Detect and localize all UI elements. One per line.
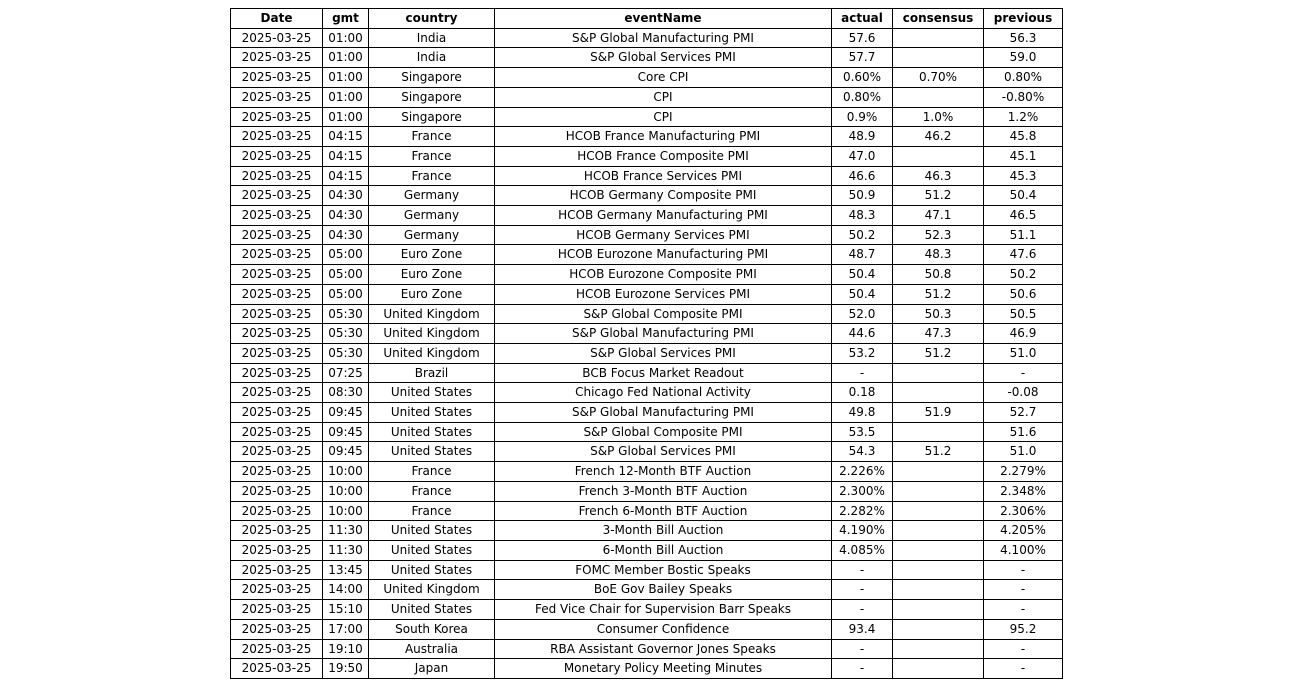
- table-cell-previous: 51.1: [984, 225, 1063, 245]
- table-cell-date: 2025-03-25: [231, 481, 323, 501]
- table-row: [231, 639, 1063, 659]
- table-cell-consensus: 46.2: [893, 127, 984, 147]
- table-cell-event-name: HCOB Eurozone Services PMI: [495, 284, 832, 304]
- table-cell-date: 2025-03-25: [231, 87, 323, 107]
- table-cell-country: United States: [369, 600, 495, 620]
- table-cell-date: 2025-03-25: [231, 166, 323, 186]
- table-cell-actual: 4.190%: [832, 521, 893, 541]
- table-cell-previous: 46.5: [984, 206, 1063, 226]
- table-cell-previous: -: [984, 580, 1063, 600]
- table-cell-country: United Kingdom: [369, 324, 495, 344]
- table-cell-gmt: 05:30: [323, 343, 369, 363]
- table-cell-event-name: 3-Month Bill Auction: [495, 521, 832, 541]
- table-cell-previous: 51.0: [984, 442, 1063, 462]
- table-cell-previous: 51.0: [984, 343, 1063, 363]
- table-cell-event-name: S&P Global Manufacturing PMI: [495, 324, 832, 344]
- table-cell-consensus: [893, 580, 984, 600]
- table-cell-gmt: 05:30: [323, 324, 369, 344]
- table-row: [231, 166, 1063, 186]
- table-cell-event-name: S&P Global Services PMI: [495, 48, 832, 68]
- table-cell-previous: -: [984, 639, 1063, 659]
- table-row: [231, 481, 1063, 501]
- table-cell-date: 2025-03-25: [231, 521, 323, 541]
- table-cell-date: 2025-03-25: [231, 48, 323, 68]
- table-row: [231, 87, 1063, 107]
- table-cell-event-name: French 6-Month BTF Auction: [495, 501, 832, 521]
- column-header-previous: previous: [984, 9, 1063, 29]
- table-cell-date: 2025-03-25: [231, 442, 323, 462]
- table-cell-previous: 1.2%: [984, 107, 1063, 127]
- table-cell-gmt: 13:45: [323, 560, 369, 580]
- column-header-consensus: consensus: [893, 9, 984, 29]
- table-cell-country: Euro Zone: [369, 265, 495, 285]
- table-row: [231, 28, 1063, 48]
- table-body: [231, 28, 1063, 678]
- table-cell-event-name: Consumer Confidence: [495, 619, 832, 639]
- table-cell-actual: 50.9: [832, 186, 893, 206]
- table-row: [231, 127, 1063, 147]
- table-row: [231, 363, 1063, 383]
- header-row: [231, 9, 1063, 29]
- table-cell-event-name: 6-Month Bill Auction: [495, 540, 832, 560]
- table-cell-country: France: [369, 462, 495, 482]
- table-cell-previous: 52.7: [984, 403, 1063, 423]
- column-header-date: Date: [231, 9, 323, 29]
- table-cell-consensus: [893, 639, 984, 659]
- table-row: [231, 304, 1063, 324]
- table-cell-event-name: S&P Global Manufacturing PMI: [495, 403, 832, 423]
- table-cell-consensus: [893, 481, 984, 501]
- table-cell-date: 2025-03-25: [231, 501, 323, 521]
- table-cell-actual: -: [832, 639, 893, 659]
- table-cell-date: 2025-03-25: [231, 304, 323, 324]
- table-row: [231, 619, 1063, 639]
- table-cell-consensus: [893, 383, 984, 403]
- table-cell-event-name: HCOB France Manufacturing PMI: [495, 127, 832, 147]
- table-cell-previous: 50.4: [984, 186, 1063, 206]
- table-row: [231, 501, 1063, 521]
- table-cell-gmt: 09:45: [323, 403, 369, 423]
- table-cell-event-name: HCOB Eurozone Composite PMI: [495, 265, 832, 285]
- table-cell-actual: 0.18: [832, 383, 893, 403]
- table-cell-gmt: 04:15: [323, 127, 369, 147]
- table-cell-gmt: 11:30: [323, 521, 369, 541]
- table-cell-previous: 50.5: [984, 304, 1063, 324]
- table-row: [231, 521, 1063, 541]
- table-cell-consensus: [893, 521, 984, 541]
- table-cell-country: United Kingdom: [369, 580, 495, 600]
- table-cell-country: France: [369, 501, 495, 521]
- table-cell-actual: 57.6: [832, 28, 893, 48]
- table-header: [231, 9, 1063, 29]
- table-cell-country: France: [369, 127, 495, 147]
- table-cell-actual: 57.7: [832, 48, 893, 68]
- table-row: [231, 284, 1063, 304]
- table-cell-actual: 50.2: [832, 225, 893, 245]
- table-cell-actual: 2.300%: [832, 481, 893, 501]
- table-cell-event-name: BCB Focus Market Readout: [495, 363, 832, 383]
- table-cell-gmt: 04:30: [323, 225, 369, 245]
- table-cell-date: 2025-03-25: [231, 383, 323, 403]
- table-cell-consensus: [893, 87, 984, 107]
- table-cell-gmt: 05:00: [323, 265, 369, 285]
- table-cell-date: 2025-03-25: [231, 363, 323, 383]
- table-cell-consensus: [893, 462, 984, 482]
- table-cell-actual: 0.60%: [832, 68, 893, 88]
- table-cell-date: 2025-03-25: [231, 284, 323, 304]
- table-cell-previous: 4.100%: [984, 540, 1063, 560]
- table-cell-gmt: 19:10: [323, 639, 369, 659]
- table-cell-previous: 50.6: [984, 284, 1063, 304]
- table-cell-gmt: 10:00: [323, 481, 369, 501]
- table-row: [231, 600, 1063, 620]
- table-cell-date: 2025-03-25: [231, 659, 323, 679]
- table-row: [231, 206, 1063, 226]
- table-cell-actual: -: [832, 580, 893, 600]
- table-cell-previous: 56.3: [984, 28, 1063, 48]
- table-cell-consensus: 51.2: [893, 343, 984, 363]
- table-cell-consensus: [893, 619, 984, 639]
- table-cell-date: 2025-03-25: [231, 560, 323, 580]
- table-cell-gmt: 07:25: [323, 363, 369, 383]
- table-cell-consensus: [893, 28, 984, 48]
- table-cell-event-name: S&P Global Composite PMI: [495, 422, 832, 442]
- table-cell-date: 2025-03-25: [231, 619, 323, 639]
- table-row: [231, 343, 1063, 363]
- table-cell-actual: -: [832, 363, 893, 383]
- table-cell-actual: 50.4: [832, 284, 893, 304]
- table-cell-actual: -: [832, 560, 893, 580]
- table-cell-date: 2025-03-25: [231, 186, 323, 206]
- economic-calendar-table: [230, 8, 1063, 679]
- table-cell-consensus: 46.3: [893, 166, 984, 186]
- table-cell-previous: 2.306%: [984, 501, 1063, 521]
- table-cell-country: Japan: [369, 659, 495, 679]
- table-cell-consensus: [893, 146, 984, 166]
- table-cell-actual: 46.6: [832, 166, 893, 186]
- table-cell-country: United Kingdom: [369, 343, 495, 363]
- table-row: [231, 560, 1063, 580]
- table-cell-country: United States: [369, 422, 495, 442]
- table-cell-date: 2025-03-25: [231, 324, 323, 344]
- table-cell-previous: 45.1: [984, 146, 1063, 166]
- table-cell-actual: 52.0: [832, 304, 893, 324]
- table-cell-actual: 2.226%: [832, 462, 893, 482]
- table-cell-actual: 53.5: [832, 422, 893, 442]
- table-cell-actual: 54.3: [832, 442, 893, 462]
- table-row: [231, 422, 1063, 442]
- table-cell-event-name: HCOB Eurozone Manufacturing PMI: [495, 245, 832, 265]
- table-cell-gmt: 04:30: [323, 186, 369, 206]
- table-cell-consensus: 51.2: [893, 442, 984, 462]
- table-cell-gmt: 04:15: [323, 166, 369, 186]
- table-cell-previous: 50.2: [984, 265, 1063, 285]
- table-cell-actual: 0.80%: [832, 87, 893, 107]
- table-cell-country: United States: [369, 442, 495, 462]
- table-cell-event-name: HCOB France Services PMI: [495, 166, 832, 186]
- table-cell-date: 2025-03-25: [231, 107, 323, 127]
- table-cell-gmt: 04:15: [323, 146, 369, 166]
- table-cell-date: 2025-03-25: [231, 403, 323, 423]
- table-cell-date: 2025-03-25: [231, 28, 323, 48]
- table-cell-event-name: French 3-Month BTF Auction: [495, 481, 832, 501]
- table-cell-consensus: 1.0%: [893, 107, 984, 127]
- table-cell-gmt: 04:30: [323, 206, 369, 226]
- table-cell-event-name: BoE Gov Bailey Speaks: [495, 580, 832, 600]
- table-cell-event-name: HCOB France Composite PMI: [495, 146, 832, 166]
- table-cell-previous: -: [984, 363, 1063, 383]
- table-cell-date: 2025-03-25: [231, 146, 323, 166]
- table-cell-previous: -0.80%: [984, 87, 1063, 107]
- column-header-gmt: gmt: [323, 9, 369, 29]
- table-cell-date: 2025-03-25: [231, 639, 323, 659]
- table-cell-consensus: 48.3: [893, 245, 984, 265]
- table-cell-event-name: S&P Global Services PMI: [495, 343, 832, 363]
- table-cell-country: Brazil: [369, 363, 495, 383]
- table-row: [231, 383, 1063, 403]
- table-cell-gmt: 01:00: [323, 28, 369, 48]
- table-cell-event-name: S&P Global Composite PMI: [495, 304, 832, 324]
- column-header-actual: actual: [832, 9, 893, 29]
- table-cell-country: Germany: [369, 206, 495, 226]
- table-cell-date: 2025-03-25: [231, 462, 323, 482]
- table-cell-consensus: [893, 363, 984, 383]
- table-row: [231, 540, 1063, 560]
- table-cell-actual: 44.6: [832, 324, 893, 344]
- table-cell-consensus: [893, 48, 984, 68]
- table-cell-country: India: [369, 28, 495, 48]
- table-cell-consensus: [893, 560, 984, 580]
- table-cell-previous: -0.08: [984, 383, 1063, 403]
- table-cell-event-name: Fed Vice Chair for Supervision Barr Speaks: [495, 600, 832, 620]
- table-cell-country: Germany: [369, 186, 495, 206]
- table-cell-country: France: [369, 146, 495, 166]
- table-row: [231, 107, 1063, 127]
- table-cell-gmt: 01:00: [323, 68, 369, 88]
- table-cell-event-name: Chicago Fed National Activity: [495, 383, 832, 403]
- table-cell-gmt: 05:00: [323, 284, 369, 304]
- table-cell-event-name: HCOB Germany Manufacturing PMI: [495, 206, 832, 226]
- table-row: [231, 403, 1063, 423]
- table-cell-gmt: 10:00: [323, 501, 369, 521]
- table-cell-previous: 0.80%: [984, 68, 1063, 88]
- table-cell-previous: 95.2: [984, 619, 1063, 639]
- table-cell-previous: 47.6: [984, 245, 1063, 265]
- table-cell-country: Singapore: [369, 87, 495, 107]
- table-row: [231, 324, 1063, 344]
- table-cell-country: United States: [369, 383, 495, 403]
- table-cell-actual: 48.9: [832, 127, 893, 147]
- table-cell-actual: -: [832, 600, 893, 620]
- table-cell-country: Singapore: [369, 68, 495, 88]
- table-cell-gmt: 11:30: [323, 540, 369, 560]
- table-row: [231, 462, 1063, 482]
- table-cell-previous: -: [984, 600, 1063, 620]
- table-cell-consensus: 51.2: [893, 186, 984, 206]
- table-cell-previous: 2.348%: [984, 481, 1063, 501]
- table-cell-date: 2025-03-25: [231, 127, 323, 147]
- table-cell-consensus: 51.2: [893, 284, 984, 304]
- table-cell-actual: 49.8: [832, 403, 893, 423]
- table-cell-event-name: FOMC Member Bostic Speaks: [495, 560, 832, 580]
- table-cell-actual: 48.3: [832, 206, 893, 226]
- table-row: [231, 225, 1063, 245]
- table-cell-date: 2025-03-25: [231, 600, 323, 620]
- table-cell-gmt: 01:00: [323, 87, 369, 107]
- table-cell-consensus: 51.9: [893, 403, 984, 423]
- table-cell-actual: 53.2: [832, 343, 893, 363]
- table-cell-date: 2025-03-25: [231, 343, 323, 363]
- table-cell-previous: 4.205%: [984, 521, 1063, 541]
- table-cell-country: United States: [369, 521, 495, 541]
- table-cell-date: 2025-03-25: [231, 540, 323, 560]
- table-row: [231, 580, 1063, 600]
- table-cell-date: 2025-03-25: [231, 580, 323, 600]
- table-cell-gmt: 17:00: [323, 619, 369, 639]
- table-cell-actual: 47.0: [832, 146, 893, 166]
- table-cell-actual: -: [832, 659, 893, 679]
- table-cell-previous: 2.279%: [984, 462, 1063, 482]
- table-cell-country: India: [369, 48, 495, 68]
- table-row: [231, 68, 1063, 88]
- column-header-event-name: eventName: [495, 9, 832, 29]
- table-cell-previous: 46.9: [984, 324, 1063, 344]
- table-cell-actual: 48.7: [832, 245, 893, 265]
- table-cell-actual: 93.4: [832, 619, 893, 639]
- table-row: [231, 265, 1063, 285]
- table-cell-gmt: 10:00: [323, 462, 369, 482]
- table-cell-event-name: Monetary Policy Meeting Minutes: [495, 659, 832, 679]
- table-cell-consensus: 50.8: [893, 265, 984, 285]
- table-cell-actual: 0.9%: [832, 107, 893, 127]
- table-cell-country: Euro Zone: [369, 284, 495, 304]
- table-cell-consensus: [893, 600, 984, 620]
- table-cell-event-name: RBA Assistant Governor Jones Speaks: [495, 639, 832, 659]
- table-cell-gmt: 01:00: [323, 107, 369, 127]
- table-cell-consensus: [893, 659, 984, 679]
- table-cell-consensus: 0.70%: [893, 68, 984, 88]
- table-cell-country: United States: [369, 560, 495, 580]
- table-cell-country: United Kingdom: [369, 304, 495, 324]
- table-cell-actual: 2.282%: [832, 501, 893, 521]
- table-cell-event-name: French 12-Month BTF Auction: [495, 462, 832, 482]
- table-cell-gmt: 01:00: [323, 48, 369, 68]
- table-cell-consensus: 47.3: [893, 324, 984, 344]
- table-cell-country: Australia: [369, 639, 495, 659]
- table-cell-event-name: HCOB Germany Composite PMI: [495, 186, 832, 206]
- table-cell-previous: 45.3: [984, 166, 1063, 186]
- table-row: [231, 245, 1063, 265]
- table-cell-consensus: [893, 501, 984, 521]
- table-cell-actual: 50.4: [832, 265, 893, 285]
- table-cell-gmt: 15:10: [323, 600, 369, 620]
- economic-calendar: [230, 8, 1063, 679]
- table-cell-country: France: [369, 481, 495, 501]
- table-cell-date: 2025-03-25: [231, 225, 323, 245]
- table-cell-gmt: 14:00: [323, 580, 369, 600]
- table-cell-country: France: [369, 166, 495, 186]
- table-cell-date: 2025-03-25: [231, 265, 323, 285]
- table-cell-gmt: 09:45: [323, 422, 369, 442]
- table-row: [231, 48, 1063, 68]
- table-cell-date: 2025-03-25: [231, 422, 323, 442]
- table-cell-consensus: 52.3: [893, 225, 984, 245]
- column-header-country: country: [369, 9, 495, 29]
- table-cell-event-name: CPI: [495, 107, 832, 127]
- table-cell-previous: 59.0: [984, 48, 1063, 68]
- table-cell-actual: 4.085%: [832, 540, 893, 560]
- table-cell-gmt: 19:50: [323, 659, 369, 679]
- table-cell-country: United States: [369, 540, 495, 560]
- table-cell-previous: -: [984, 560, 1063, 580]
- table-cell-country: Germany: [369, 225, 495, 245]
- table-cell-consensus: [893, 422, 984, 442]
- table-row: [231, 146, 1063, 166]
- table-row: [231, 659, 1063, 679]
- table-cell-event-name: HCOB Germany Services PMI: [495, 225, 832, 245]
- table-cell-previous: -: [984, 659, 1063, 679]
- table-row: [231, 186, 1063, 206]
- table-cell-country: South Korea: [369, 619, 495, 639]
- table-cell-date: 2025-03-25: [231, 68, 323, 88]
- table-cell-previous: 45.8: [984, 127, 1063, 147]
- table-cell-gmt: 05:30: [323, 304, 369, 324]
- table-cell-gmt: 05:00: [323, 245, 369, 265]
- table-cell-date: 2025-03-25: [231, 206, 323, 226]
- table-cell-gmt: 08:30: [323, 383, 369, 403]
- table-cell-country: Euro Zone: [369, 245, 495, 265]
- table-cell-previous: 51.6: [984, 422, 1063, 442]
- table-cell-gmt: 09:45: [323, 442, 369, 462]
- table-cell-event-name: S&P Global Services PMI: [495, 442, 832, 462]
- table-cell-date: 2025-03-25: [231, 245, 323, 265]
- table-cell-consensus: [893, 540, 984, 560]
- table-cell-event-name: Core CPI: [495, 68, 832, 88]
- table-cell-consensus: 47.1: [893, 206, 984, 226]
- table-cell-consensus: 50.3: [893, 304, 984, 324]
- table-cell-event-name: CPI: [495, 87, 832, 107]
- table-row: [231, 442, 1063, 462]
- table-cell-country: Singapore: [369, 107, 495, 127]
- table-cell-event-name: S&P Global Manufacturing PMI: [495, 28, 832, 48]
- table-cell-country: United States: [369, 403, 495, 423]
